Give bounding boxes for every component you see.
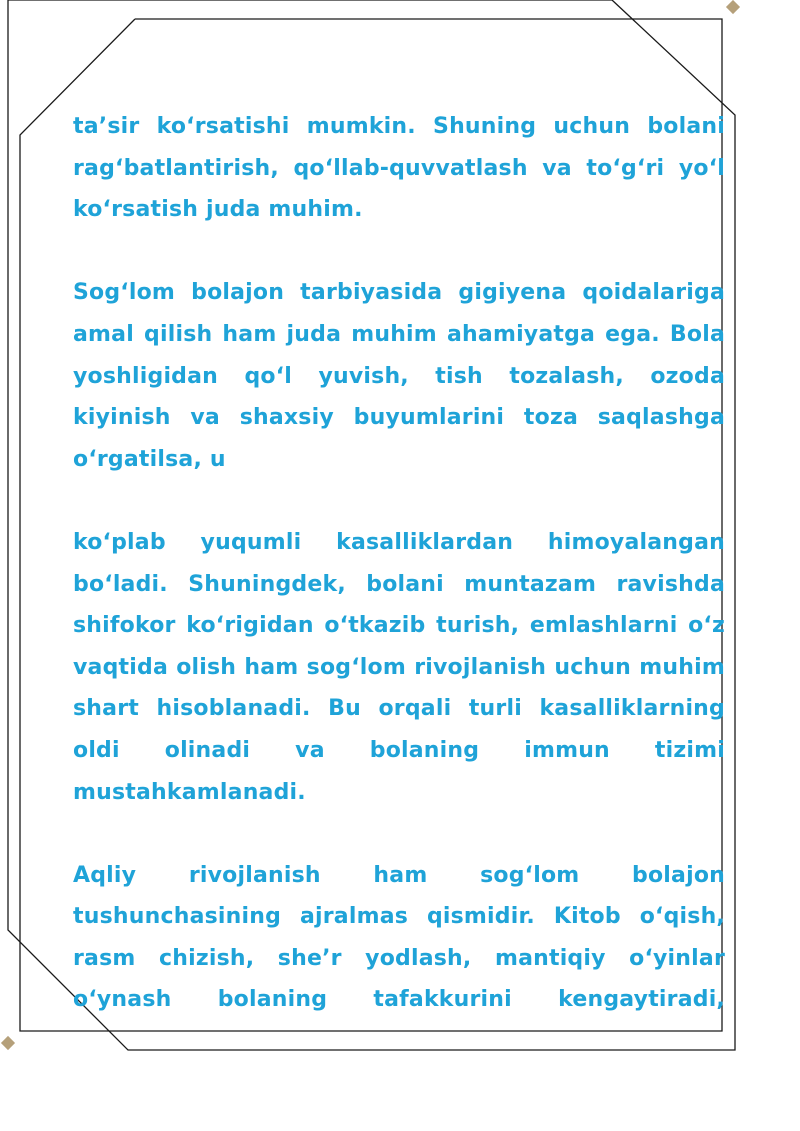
paragraph-4: Aqliy rivojlanish ham sog‘lom bolajon tushunchasining ajralmas qismidir. Kitob o‘qish, rasm chizish, she’r yodlash, mantiqiy o‘yinlar o‘ynash bolaning tafakkurini kengaytiradi,: [73, 862, 725, 1013]
paragraph-2: Sog‘lom bolajon tarbiyasida gigiyena qoidalariga amal qilish ham juda muhim ahamiyatga ega. Bola yoshligidan qo‘l yuvish, tish tozalash, ozoda kiyinish va shaxsiy buyumlarini toza saqlashga o‘rgatilsa, u: [73, 280, 725, 472]
ornament-diamond-top-right: [726, 0, 740, 14]
paragraph-1: ta’sir ko‘rsatishi mumkin. Shuning uchun bolani rag‘batlantirish, qo‘llab-quvvatlash va to‘g‘ri yo‘l ko‘rsatish juda muhim.: [73, 114, 725, 223]
document-body: [73, 106, 725, 1026]
ornament-diamond-bottom-left: [1, 1036, 15, 1050]
paragraph-3: ko‘plab yuqumli kasalliklardan himoyalangan bo‘ladi. Shuningdek, bolani muntazam ravishda shifokor ko‘rigidan o‘tkazib turish, emlashlarni o‘z vaqtida olish ham sog‘lom rivojlanish uchun muhim shart hisoblanadi. Bu orqali turli kasalliklarning oldi olinadi va bolaning immun tizimi mustahkamlanadi.: [73, 529, 725, 805]
